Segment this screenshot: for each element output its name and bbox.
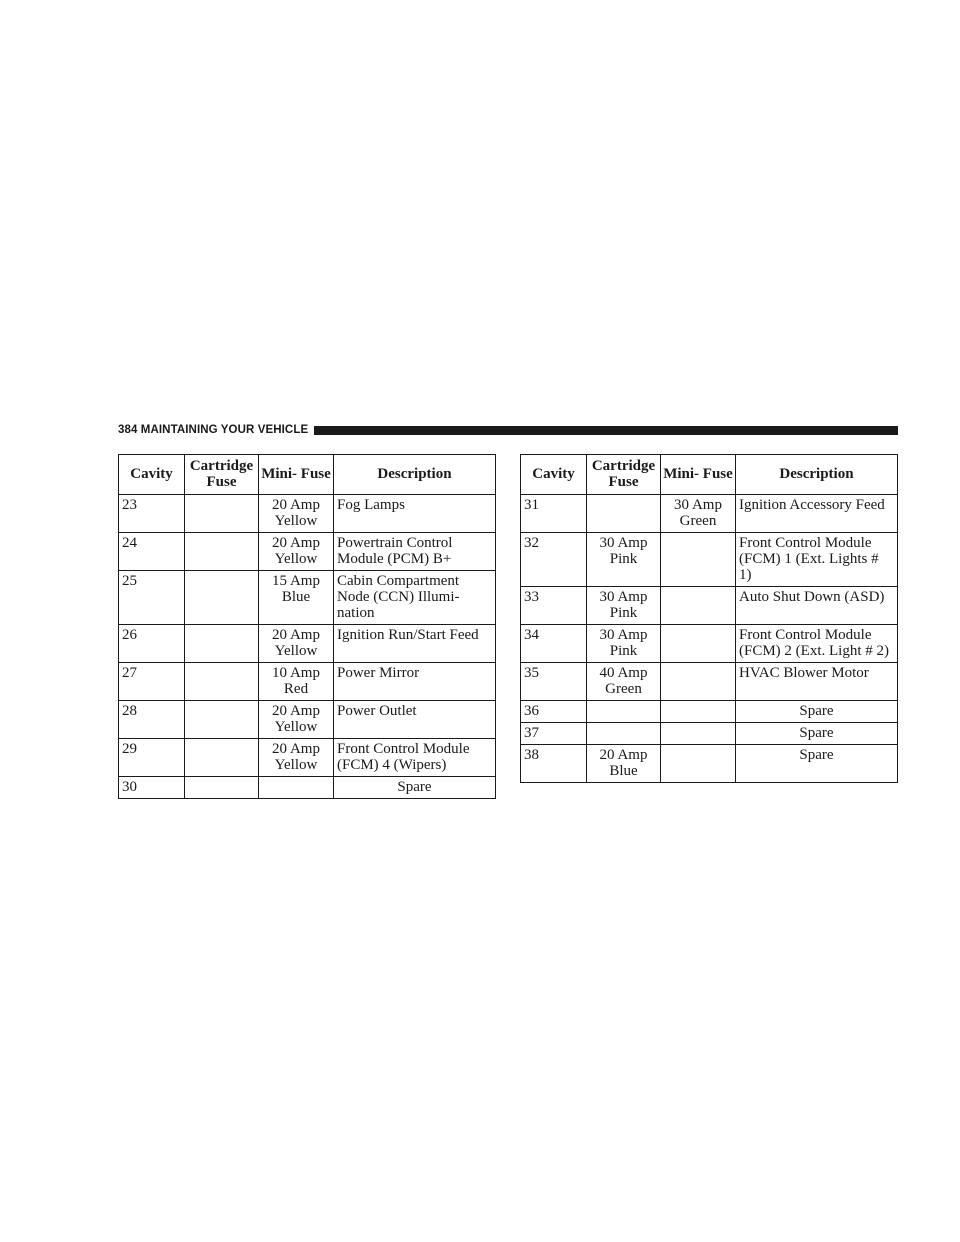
- cavity-cell: 33: [521, 587, 587, 625]
- description-cell: Auto Shut Down (ASD): [736, 587, 898, 625]
- cartridge-fuse-cell: 30 Amp Pink: [587, 625, 661, 663]
- mini-fuse-cell: 20 Amp Yellow: [259, 533, 334, 571]
- cavity-cell: 23: [119, 495, 185, 533]
- mini-fuse-cell: 10 Amp Red: [259, 663, 334, 701]
- mini-fuse-cell: 30 Amp Green: [661, 495, 736, 533]
- cartridge-fuse-cell: [587, 723, 661, 745]
- table-row: [119, 625, 496, 663]
- page-header-text: 384 MAINTAINING YOUR VEHICLE: [118, 424, 309, 436]
- page-header: [118, 422, 898, 438]
- fuse-table-right: [520, 454, 898, 783]
- header-rule: [314, 426, 898, 435]
- column-header-cartridge-fuse: Cartridge Fuse: [587, 455, 661, 495]
- cavity-cell: 36: [521, 701, 587, 723]
- description-cell: Ignition Accessory Feed: [736, 495, 898, 533]
- description-cell: Spare: [736, 745, 898, 783]
- description-cell: Spare: [736, 723, 898, 745]
- cavity-cell: 25: [119, 571, 185, 625]
- cartridge-fuse-cell: 30 Amp Pink: [587, 587, 661, 625]
- cartridge-fuse-cell: [185, 625, 259, 663]
- cavity-cell: 31: [521, 495, 587, 533]
- table-row: [119, 571, 496, 625]
- cartridge-fuse-cell: [185, 739, 259, 777]
- mini-fuse-cell: 15 Amp Blue: [259, 571, 334, 625]
- table-row: [119, 739, 496, 777]
- mini-fuse-cell: 20 Amp Yellow: [259, 739, 334, 777]
- cavity-cell: 27: [119, 663, 185, 701]
- mini-fuse-cell: [661, 625, 736, 663]
- cavity-cell: 24: [119, 533, 185, 571]
- cartridge-fuse-cell: [185, 495, 259, 533]
- cavity-cell: 30: [119, 777, 185, 799]
- cavity-cell: 37: [521, 723, 587, 745]
- mini-fuse-cell: [661, 745, 736, 783]
- table-row: [521, 495, 898, 533]
- column-header-description: Description: [334, 455, 496, 495]
- mini-fuse-cell: [259, 777, 334, 799]
- mini-fuse-cell: 20 Amp Yellow: [259, 625, 334, 663]
- column-header-mini-fuse: Mini- Fuse: [259, 455, 334, 495]
- description-cell: Spare: [736, 701, 898, 723]
- description-cell: Front Control Module (FCM) 1 (Ext. Lights # 1): [736, 533, 898, 587]
- cavity-cell: 38: [521, 745, 587, 783]
- table-header-row: [119, 455, 496, 495]
- mini-fuse-cell: [661, 533, 736, 587]
- cavity-cell: 28: [119, 701, 185, 739]
- fuse-table-left: [118, 454, 496, 799]
- mini-fuse-cell: [661, 587, 736, 625]
- mini-fuse-cell: [661, 663, 736, 701]
- cartridge-fuse-cell: 20 Amp Blue: [587, 745, 661, 783]
- mini-fuse-cell: [661, 723, 736, 745]
- cartridge-fuse-cell: [587, 701, 661, 723]
- cartridge-fuse-cell: [185, 533, 259, 571]
- description-cell: Power Mirror: [334, 663, 496, 701]
- cavity-cell: 34: [521, 625, 587, 663]
- column-header-mini-fuse: Mini- Fuse: [661, 455, 736, 495]
- cartridge-fuse-cell: [185, 777, 259, 799]
- description-cell: Cabin Compartment Node (CCN) Illumi- nation: [334, 571, 496, 625]
- table-row: [521, 587, 898, 625]
- table-row: [119, 495, 496, 533]
- column-header-cavity: Cavity: [119, 455, 185, 495]
- description-cell: Power Outlet: [334, 701, 496, 739]
- column-header-cartridge-fuse: Cartridge Fuse: [185, 455, 259, 495]
- cartridge-fuse-cell: [185, 663, 259, 701]
- table-row: [521, 723, 898, 745]
- table-row: [119, 533, 496, 571]
- table-row: [521, 533, 898, 587]
- column-header-cavity: Cavity: [521, 455, 587, 495]
- cavity-cell: 26: [119, 625, 185, 663]
- cavity-cell: 35: [521, 663, 587, 701]
- description-cell: Fog Lamps: [334, 495, 496, 533]
- cartridge-fuse-cell: [185, 701, 259, 739]
- mini-fuse-cell: 20 Amp Yellow: [259, 495, 334, 533]
- description-cell: Spare: [334, 777, 496, 799]
- table-row: [119, 701, 496, 739]
- description-cell: Front Control Module (FCM) 2 (Ext. Light # 2): [736, 625, 898, 663]
- description-cell: Powertrain Control Module (PCM) B+: [334, 533, 496, 571]
- cavity-cell: 29: [119, 739, 185, 777]
- table-row: [521, 663, 898, 701]
- description-cell: Front Control Module (FCM) 4 (Wipers): [334, 739, 496, 777]
- cavity-cell: 32: [521, 533, 587, 587]
- table-row: [521, 701, 898, 723]
- table-row: [521, 745, 898, 783]
- cartridge-fuse-cell: [587, 495, 661, 533]
- table-row: [521, 625, 898, 663]
- mini-fuse-cell: 20 Amp Yellow: [259, 701, 334, 739]
- mini-fuse-cell: [661, 701, 736, 723]
- description-cell: HVAC Blower Motor: [736, 663, 898, 701]
- table-row: [119, 777, 496, 799]
- cartridge-fuse-cell: [185, 571, 259, 625]
- column-header-description: Description: [736, 455, 898, 495]
- cartridge-fuse-cell: 30 Amp Pink: [587, 533, 661, 587]
- description-cell: Ignition Run/Start Feed: [334, 625, 496, 663]
- table-header-row: [521, 455, 898, 495]
- cartridge-fuse-cell: 40 Amp Green: [587, 663, 661, 701]
- table-row: [119, 663, 496, 701]
